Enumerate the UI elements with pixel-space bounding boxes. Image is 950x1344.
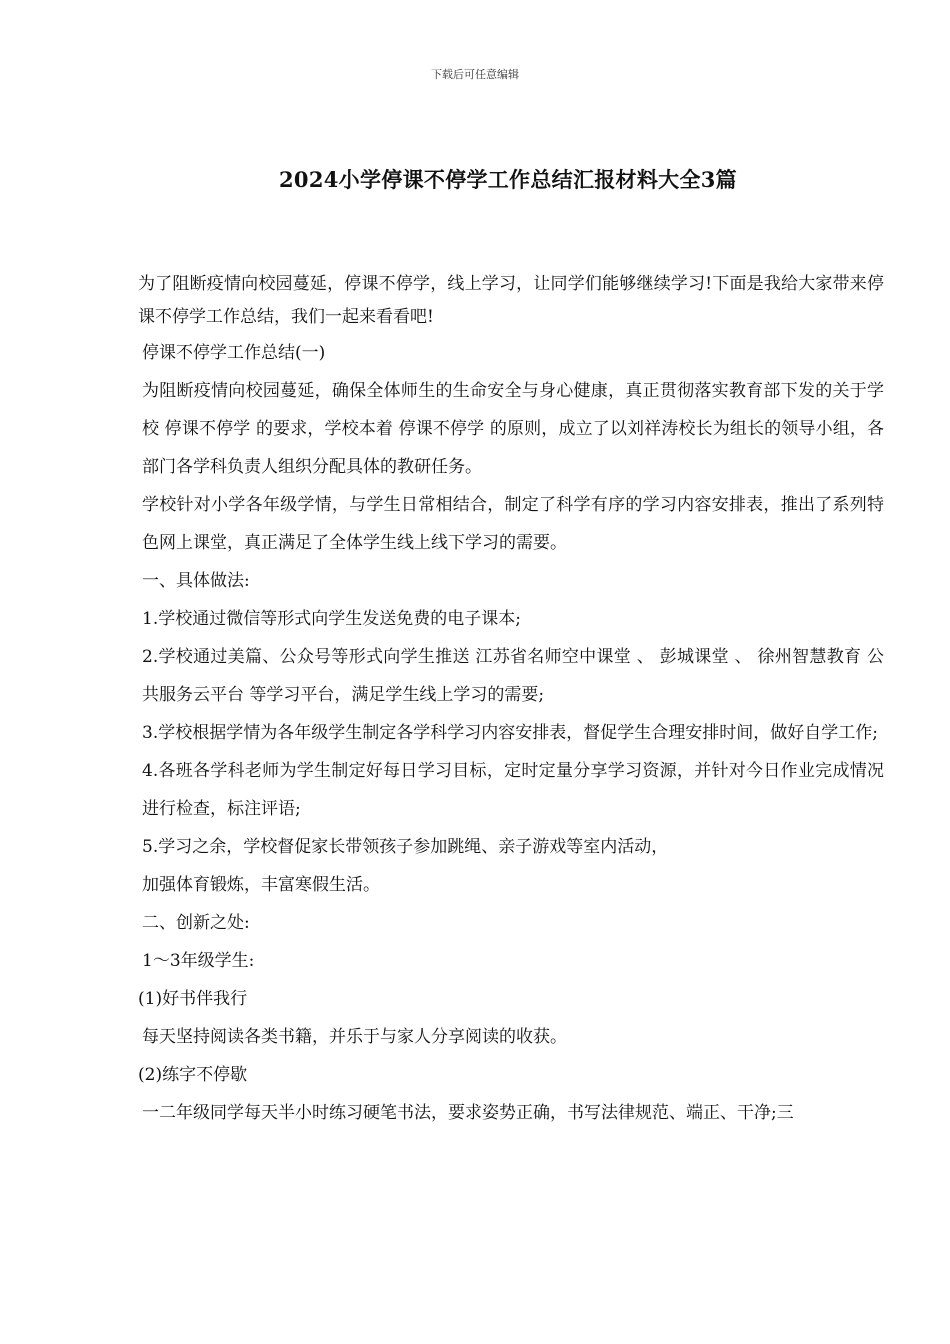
method-item: 3.学校根据学情为各年级学生制定各学科学习内容安排表，督促学生合理安排时间，做好自学工作; bbox=[142, 723, 878, 743]
document-body bbox=[138, 268, 884, 1132]
body-paragraph-1: 为阻断疫情向校园蔓延，确保全体师生的生命安全与身心健康，真正贯彻落实教育部下发的关于学校 停课不停学 的要求，学校本着 停课不停学 的原则，成立了以刘祥涛校长为组长的领导小组，各部门各学科负责人组织分配具体的教研任务。 bbox=[142, 381, 884, 477]
method-item: 5.学习之余，学校督促家长带领孩子参加跳绳、亲子游戏等室内活动， bbox=[142, 837, 669, 857]
intro-paragraph: 为了阻断疫情向校园蔓延，停课不停学，线上学习，让同学们能够继续学习!下面是我给大家带来停课不停学工作总结，我们一起来看看吧! bbox=[138, 274, 884, 327]
method-item: 加强体育锻炼，丰富寒假生活。 bbox=[142, 875, 380, 895]
innovation-item-title: (1)好书伴我行 bbox=[138, 989, 248, 1009]
method-item: 4.各班各学科老师为学生制定好每日学习目标，定时定量分享学习资源，并针对今日作业完成情况进行检查，标注评语; bbox=[142, 761, 884, 819]
method-item: 1.学校通过微信等形式向学生发送免费的电子课本; bbox=[142, 609, 521, 629]
innovation-item-text: 每天坚持阅读各类书籍，并乐于与家人分享阅读的收获。 bbox=[142, 1027, 567, 1047]
method-item: 2.学校通过美篇、公众号等形式向学生推送 江苏省名师空中课堂 、 彭城课堂 、 徐州智慧教育 公共服务云平台 等学习平台，满足学生线上学习的需要; bbox=[142, 647, 884, 705]
innovation-item-title: (2)练字不停歇 bbox=[138, 1065, 248, 1085]
section-heading: 停课不停学工作总结(一) bbox=[142, 343, 326, 363]
grade-group-label: 1～3年级学生: bbox=[142, 951, 255, 971]
innovation-heading: 二、创新之处: bbox=[142, 913, 250, 933]
header-note: 下载后可任意编辑 bbox=[431, 68, 519, 81]
innovation-item-text: 一二年级同学每天半小时练习硬笔书法，要求姿势正确，书写法律规范、端正、干净;三 bbox=[142, 1103, 794, 1123]
document-title: 2024小学停课不停学工作总结汇报材料大全3篇 bbox=[279, 167, 737, 192]
body-paragraph-2: 学校针对小学各年级学情，与学生日常相结合，制定了科学有序的学习内容安排表，推出了系列特色网上课堂，真正满足了全体学生线上线下学习的需要。 bbox=[142, 495, 884, 553]
methods-heading: 一、具体做法: bbox=[142, 571, 250, 591]
